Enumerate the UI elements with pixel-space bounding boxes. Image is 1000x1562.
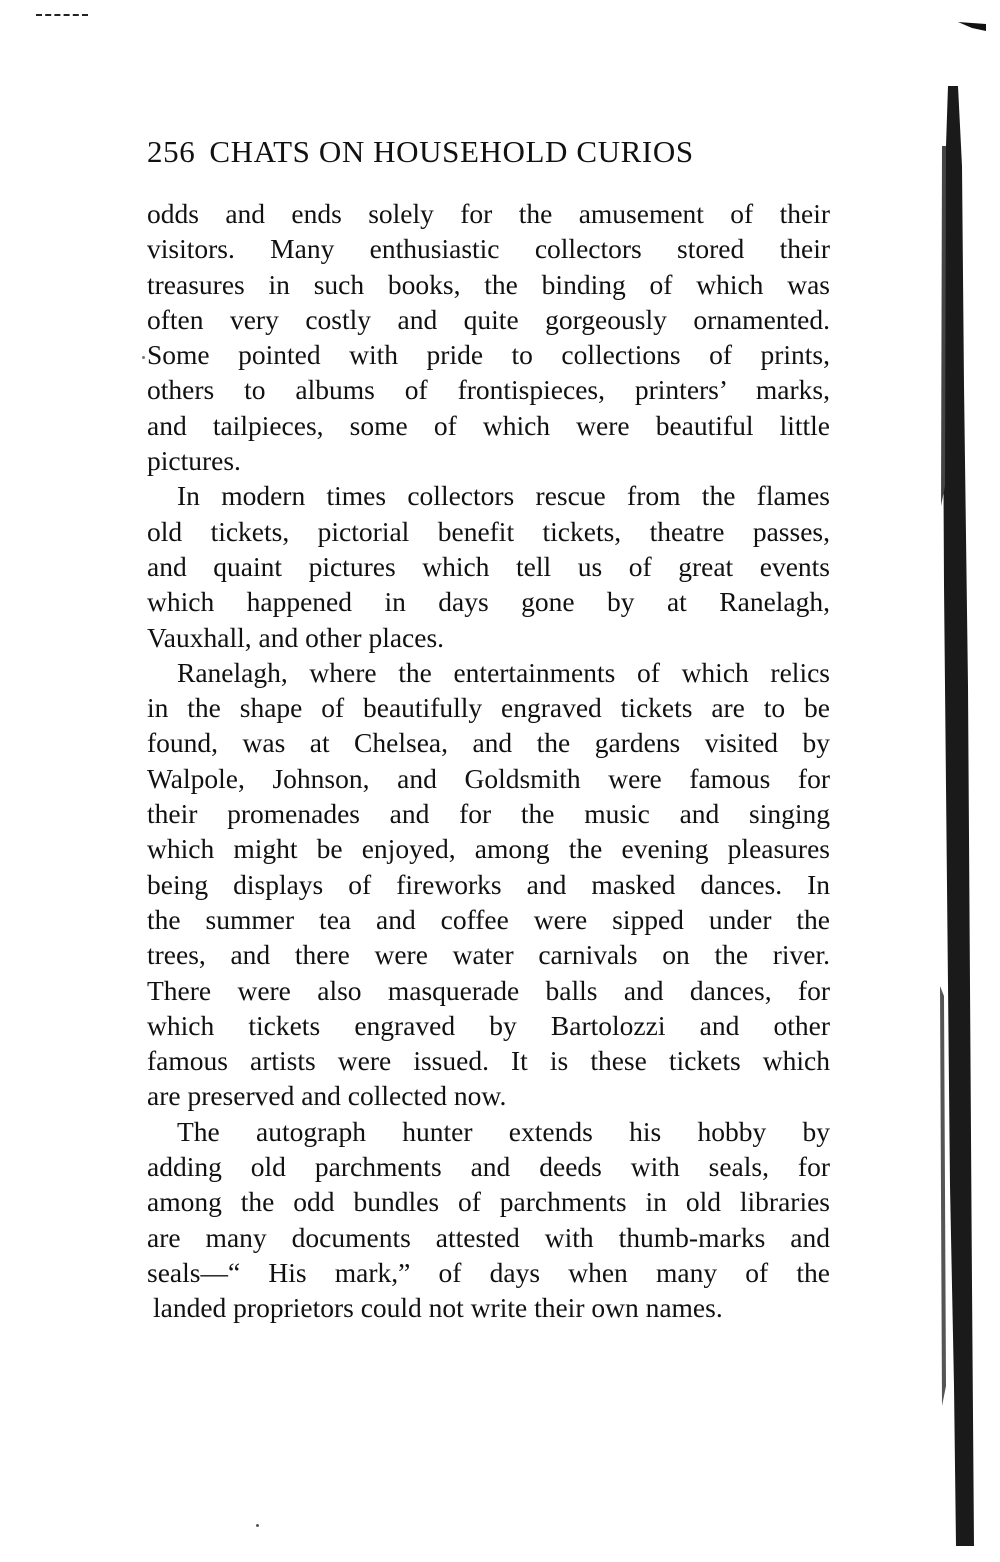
text-line: often very costly and quite gorgeously ornamented. [147,303,830,335]
book-spine-shadow [934,86,974,1546]
text-line: odds and ends solely for the amusement of their [147,198,830,229]
text-line: Vauxhall, and other places. [147,621,445,653]
text-line: adding old parchments and deeds with seals, for [147,1151,830,1183]
text-line: The autograph hunter extends his hobby by [177,1115,830,1147]
text-line: treasures in such books, the binding of which was [147,268,830,300]
text-line: landed proprietors could not write their own names. [153,1292,723,1324]
running-title: CHATS ON HOUSEHOLD CURIOS [209,134,694,169]
text-line: Ranelagh, where the entertainments of which relics [177,656,830,688]
body-text [147,196,830,1326]
text-line: in the shape of beautifully engraved tickets are to be [147,692,830,724]
text-line: seals—“ His mark,” of days when many of the [147,1256,830,1288]
text-line: among the odd bundles of parchments in old libraries [147,1186,830,1218]
text-line: their promenades and for the music and singing [147,798,830,830]
text-line: being displays of fireworks and masked dances. In [147,868,830,900]
text-line: which might be enjoyed, among the evening pleasures [147,833,830,865]
scan-speck [142,356,145,359]
text-line: trees, and there were water carnivals on the river. [147,939,830,971]
running-header [147,134,847,170]
text-line: the summer tea and coffee were sipped under the [147,903,830,935]
text-line: old tickets, pictorial benefit tickets, theatre passes, [147,515,830,547]
text-line: which happened in days gone by at Ranelagh, [147,586,830,618]
scan-speck [256,1524,259,1527]
page-number: 256 [147,134,196,169]
spine-top-tick [958,20,986,32]
text-line: which tickets engraved by Bartolozzi and other [147,1009,830,1041]
text-line: Some pointed with pride to collections of prints, [147,339,830,371]
text-line: Walpole, Johnson, and Goldsmith were famous for [147,762,830,794]
corner-scan-mark [36,14,88,18]
text-line: pictures. [147,445,241,477]
text-line: and tailpieces, some of which were beautiful little [147,409,830,441]
text-line: famous artists were issued. It is these tickets which [147,1045,830,1077]
text-line: visitors. Many enthusiastic collectors stored their [147,233,830,265]
text-line: and quaint pictures which tell us of great events [147,550,830,582]
text-line: are preserved and collected now. [147,1080,507,1112]
text-line: found, was at Chelsea, and the gardens visited by [147,727,830,759]
text-line: In modern times collectors rescue from the flames [177,480,830,512]
text-line: are many documents attested with thumb-marks and [147,1221,830,1253]
text-line: others to albums of frontispieces, printers’ marks, [147,374,830,406]
text-line: There were also masquerade balls and dances, for [147,974,830,1006]
